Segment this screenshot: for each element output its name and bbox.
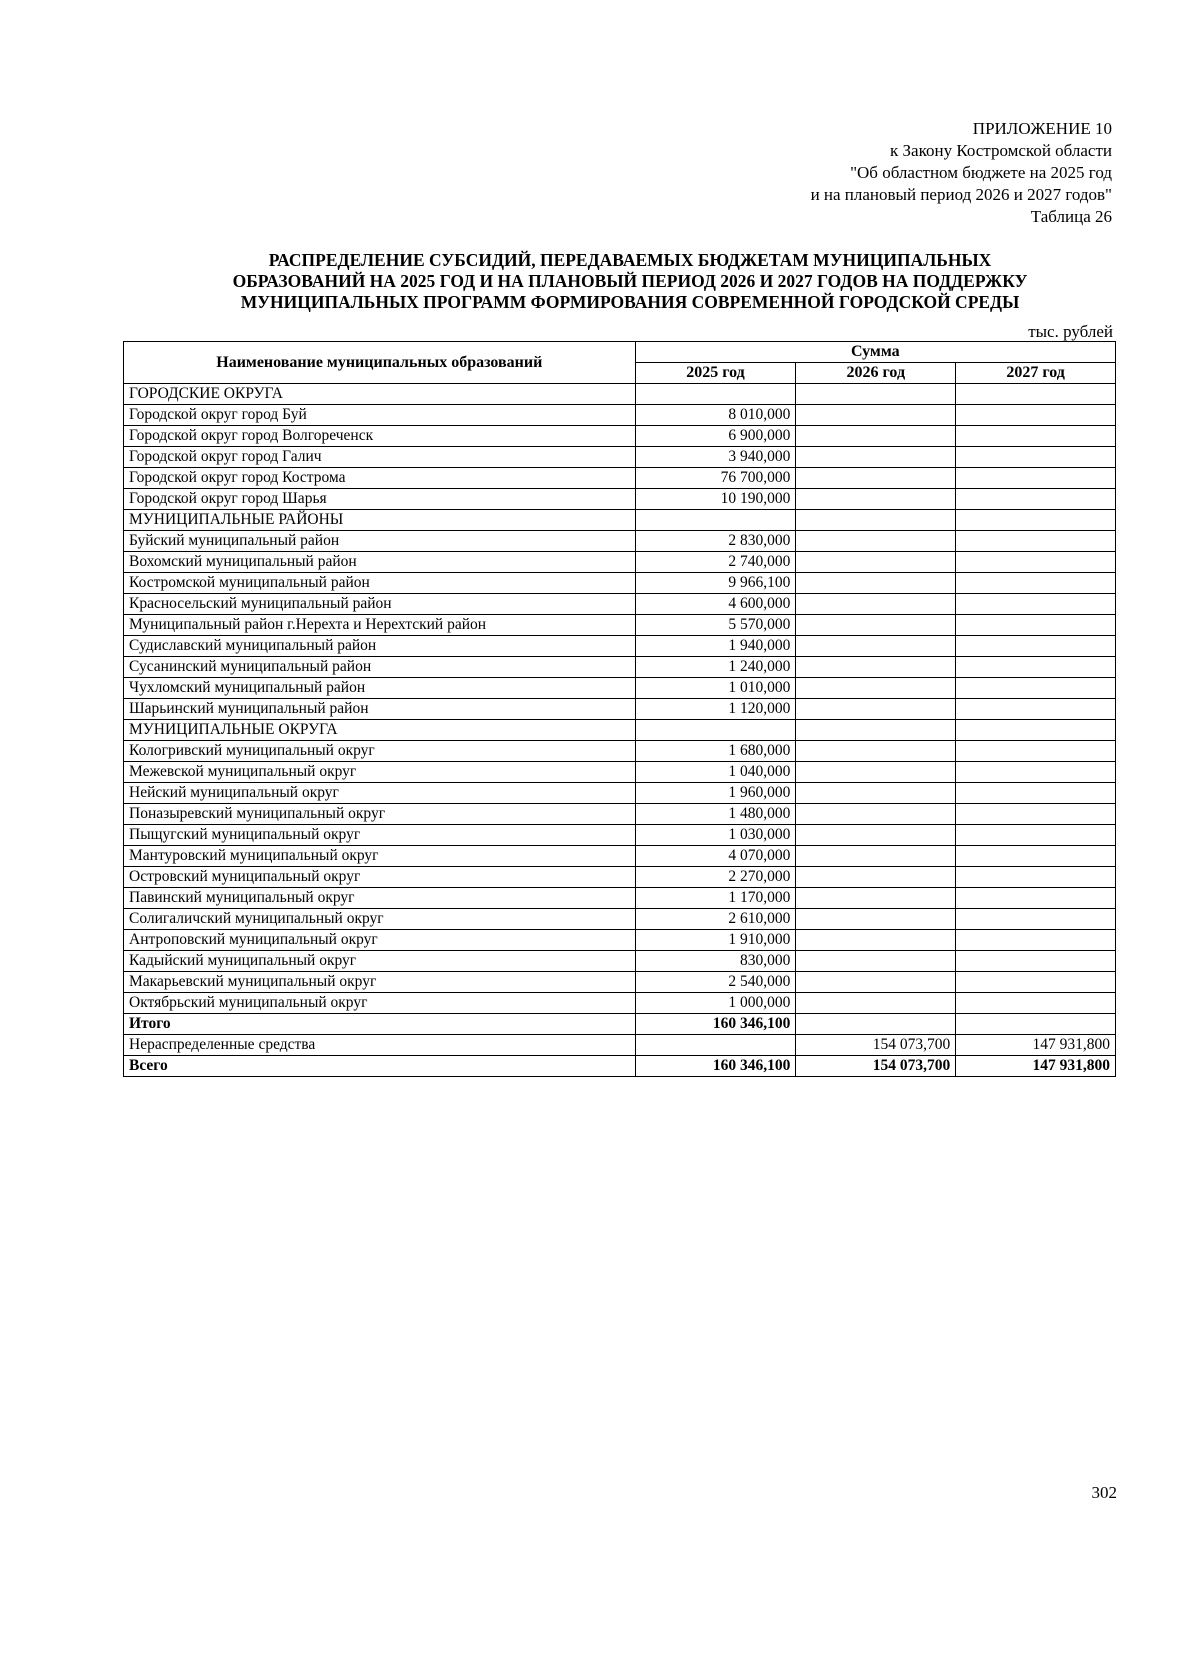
row-name-cell: Мантуровский муниципальный округ (124, 846, 636, 867)
value-2027-cell (956, 720, 1116, 741)
value-2027-cell (956, 678, 1116, 699)
value-2027-cell (956, 762, 1116, 783)
value-2026-cell (796, 510, 956, 531)
value-2027-cell (956, 846, 1116, 867)
row-name-cell: Павинский муниципальный округ (124, 888, 636, 909)
row-name-cell: Антроповский муниципальный округ (124, 930, 636, 951)
value-2026-cell (796, 447, 956, 468)
table-row (124, 594, 1116, 615)
value-2026-cell (796, 384, 956, 405)
table-row (124, 573, 1116, 594)
table-row (124, 468, 1116, 489)
value-2025-cell: 1 240,000 (635, 657, 796, 678)
row-name-cell: Итого (124, 1014, 636, 1035)
value-2025-cell: 1 960,000 (635, 783, 796, 804)
value-2027-cell (956, 1014, 1116, 1035)
value-2026-cell (796, 909, 956, 930)
value-2027-cell (956, 468, 1116, 489)
value-2025-cell: 2 740,000 (635, 552, 796, 573)
table-row (124, 489, 1116, 510)
table-row (124, 1056, 1116, 1077)
value-2027-cell (956, 888, 1116, 909)
table-row (124, 741, 1116, 762)
column-header-sum: Сумма (635, 342, 1115, 363)
row-name-cell: Октябрьский муниципальный округ (124, 993, 636, 1014)
value-2026-cell (796, 993, 956, 1014)
value-2026-cell (796, 657, 956, 678)
table-body (124, 384, 1116, 1077)
value-2026-cell (796, 972, 956, 993)
table-row (124, 846, 1116, 867)
value-2025-cell: 1 120,000 (635, 699, 796, 720)
row-name-cell: Судиславский муниципальный район (124, 636, 636, 657)
value-2025-cell: 2 270,000 (635, 867, 796, 888)
value-2027-cell (956, 489, 1116, 510)
value-2027-cell (956, 384, 1116, 405)
value-2026-cell (796, 468, 956, 489)
value-2026-cell (796, 825, 956, 846)
value-2026-cell (796, 888, 956, 909)
value-2025-cell: 6 900,000 (635, 426, 796, 447)
table-row (124, 825, 1116, 846)
value-2025-cell: 1 480,000 (635, 804, 796, 825)
value-2026-cell (796, 573, 956, 594)
value-2025-cell: 1 000,000 (635, 993, 796, 1014)
value-2027-cell (956, 783, 1116, 804)
title-line: РАСПРЕДЕЛЕНИЕ СУБСИДИЙ, ПЕРЕДАВАЕМЫХ БЮДЖЕТАМ МУНИЦИПАЛЬНЫХ (268, 250, 992, 270)
value-2026-cell: 154 073,700 (796, 1056, 956, 1077)
value-2027-cell (956, 867, 1116, 888)
row-name-cell: Всего (124, 1056, 636, 1077)
table-number: Таблица 26 (1030, 207, 1112, 226)
value-2027-cell (956, 573, 1116, 594)
value-2025-cell: 160 346,100 (635, 1056, 796, 1077)
document-title (150, 250, 1110, 313)
table-row (124, 657, 1116, 678)
row-name-cell: Нераспределенные средства (124, 1035, 636, 1056)
value-2025-cell: 1 040,000 (635, 762, 796, 783)
table-row (124, 384, 1116, 405)
value-2026-cell (796, 846, 956, 867)
table-row (124, 951, 1116, 972)
value-2026-cell (796, 867, 956, 888)
value-2026-cell: 154 073,700 (796, 1035, 956, 1056)
table-row (124, 510, 1116, 531)
value-2025-cell: 1 030,000 (635, 825, 796, 846)
row-name-cell: Нейский муниципальный округ (124, 783, 636, 804)
value-2025-cell: 76 700,000 (635, 468, 796, 489)
value-2026-cell (796, 804, 956, 825)
value-2025-cell: 4 070,000 (635, 846, 796, 867)
value-2026-cell (796, 720, 956, 741)
value-2025-cell (635, 720, 796, 741)
value-2025-cell: 8 010,000 (635, 405, 796, 426)
value-2025-cell: 160 346,100 (635, 1014, 796, 1035)
title-line: МУНИЦИПАЛЬНЫХ ПРОГРАММ ФОРМИРОВАНИЯ СОВРЕМЕННОЙ ГОРОДСКОЙ СРЕДЫ (240, 292, 1020, 312)
row-name-cell: Макарьевский муниципальный округ (124, 972, 636, 993)
table-row (124, 804, 1116, 825)
value-2025-cell: 5 570,000 (635, 615, 796, 636)
subsidy-table (123, 341, 1116, 1077)
value-2027-cell (956, 741, 1116, 762)
row-name-cell: Солигаличский муниципальный округ (124, 909, 636, 930)
row-name-cell: Муниципальный район г.Нерехта и Нерехтский район (124, 615, 636, 636)
row-name-cell: Вохомский муниципальный район (124, 552, 636, 573)
value-2027-cell (956, 426, 1116, 447)
value-2027-cell (956, 447, 1116, 468)
table-row (124, 699, 1116, 720)
table-row (124, 678, 1116, 699)
table-row (124, 867, 1116, 888)
value-2026-cell (796, 930, 956, 951)
row-name-cell: МУНИЦИПАЛЬНЫЕ РАЙОНЫ (124, 510, 636, 531)
value-2027-cell (956, 531, 1116, 552)
table-row (124, 783, 1116, 804)
value-2027-cell (956, 594, 1116, 615)
row-name-cell: Красносельский муниципальный район (124, 594, 636, 615)
row-name-cell: Межевской муниципальный округ (124, 762, 636, 783)
table-row (124, 636, 1116, 657)
value-2026-cell (796, 531, 956, 552)
table-row (124, 426, 1116, 447)
table-header-row (124, 342, 1116, 363)
value-2026-cell (796, 762, 956, 783)
value-2026-cell (796, 636, 956, 657)
value-2026-cell (796, 615, 956, 636)
value-2026-cell (796, 594, 956, 615)
value-2027-cell: 147 931,800 (956, 1035, 1116, 1056)
table-row (124, 447, 1116, 468)
table-row (124, 888, 1116, 909)
value-2027-cell (956, 972, 1116, 993)
row-name-cell: МУНИЦИПАЛЬНЫЕ ОКРУГА (124, 720, 636, 741)
value-2027-cell: 147 931,800 (956, 1056, 1116, 1077)
row-name-cell: Городской округ город Кострома (124, 468, 636, 489)
table-row (124, 930, 1116, 951)
table-row (124, 909, 1116, 930)
value-2025-cell: 10 190,000 (635, 489, 796, 510)
appendix-header (811, 118, 1112, 228)
value-2025-cell: 9 966,100 (635, 573, 796, 594)
value-2027-cell (956, 825, 1116, 846)
value-2025-cell: 1 940,000 (635, 636, 796, 657)
value-2027-cell (956, 993, 1116, 1014)
row-name-cell: Сусанинский муниципальный район (124, 657, 636, 678)
column-header-2025: 2025 год (635, 363, 796, 384)
row-name-cell: Городской округ город Шарья (124, 489, 636, 510)
value-2025-cell (635, 384, 796, 405)
column-header-name: Наименование муниципальных образований (124, 342, 636, 384)
value-2026-cell (796, 1014, 956, 1035)
row-name-cell: Городской округ город Галич (124, 447, 636, 468)
value-2025-cell: 1 910,000 (635, 930, 796, 951)
value-2027-cell (956, 405, 1116, 426)
row-name-cell: Городской округ город Буй (124, 405, 636, 426)
value-2025-cell (635, 1035, 796, 1056)
value-2025-cell (635, 510, 796, 531)
table-row (124, 405, 1116, 426)
row-name-cell: Шарьинский муниципальный район (124, 699, 636, 720)
value-2026-cell (796, 951, 956, 972)
value-2027-cell (956, 951, 1116, 972)
row-name-cell: Островский муниципальный округ (124, 867, 636, 888)
table-row (124, 531, 1116, 552)
value-2025-cell: 2 610,000 (635, 909, 796, 930)
value-2027-cell (956, 510, 1116, 531)
value-2025-cell: 1 010,000 (635, 678, 796, 699)
row-name-cell: Буйский муниципальный район (124, 531, 636, 552)
row-name-cell: Кадыйский муниципальный округ (124, 951, 636, 972)
row-name-cell: ГОРОДСКИЕ ОКРУГА (124, 384, 636, 405)
table-row (124, 993, 1116, 1014)
value-2026-cell (796, 426, 956, 447)
value-2025-cell: 2 830,000 (635, 531, 796, 552)
row-name-cell: Чухломский муниципальный район (124, 678, 636, 699)
value-2027-cell (956, 804, 1116, 825)
value-2025-cell: 4 600,000 (635, 594, 796, 615)
units-label: тыс. рублей (1028, 322, 1113, 341)
value-2026-cell (796, 741, 956, 762)
value-2027-cell (956, 636, 1116, 657)
title-line: ОБРАЗОВАНИЙ НА 2025 ГОД И НА ПЛАНОВЫЙ ПЕРИОД 2026 И 2027 ГОДОВ НА ПОДДЕРЖКУ (232, 271, 1028, 291)
value-2025-cell: 1 680,000 (635, 741, 796, 762)
value-2026-cell (796, 489, 956, 510)
value-2026-cell (796, 405, 956, 426)
table-row (124, 972, 1116, 993)
value-2027-cell (956, 930, 1116, 951)
value-2027-cell (956, 699, 1116, 720)
page-number: 302 (1091, 1483, 1117, 1502)
row-name-cell: Костромской муниципальный район (124, 573, 636, 594)
table-row (124, 615, 1116, 636)
appendix-line: "Об областном бюджете на 2025 год (850, 163, 1112, 182)
appendix-line: к Закону Костромской области (890, 141, 1112, 160)
value-2027-cell (956, 552, 1116, 573)
column-header-2027: 2027 год (956, 363, 1116, 384)
value-2026-cell (796, 783, 956, 804)
appendix-line: и на плановый период 2026 и 2027 годов" (810, 185, 1112, 204)
value-2027-cell (956, 615, 1116, 636)
table-row (124, 1035, 1116, 1056)
value-2026-cell (796, 678, 956, 699)
table-row (124, 1014, 1116, 1035)
row-name-cell: Кологривский муниципальный округ (124, 741, 636, 762)
appendix-line: ПРИЛОЖЕНИЕ 10 (972, 119, 1112, 138)
value-2026-cell (796, 552, 956, 573)
value-2025-cell: 2 540,000 (635, 972, 796, 993)
value-2025-cell: 1 170,000 (635, 888, 796, 909)
value-2027-cell (956, 657, 1116, 678)
value-2025-cell: 830,000 (635, 951, 796, 972)
row-name-cell: Поназыревский муниципальный округ (124, 804, 636, 825)
table-row (124, 762, 1116, 783)
value-2026-cell (796, 699, 956, 720)
row-name-cell: Городской округ город Волгореченск (124, 426, 636, 447)
value-2025-cell: 3 940,000 (635, 447, 796, 468)
table-row (124, 552, 1116, 573)
value-2027-cell (956, 909, 1116, 930)
table-row (124, 720, 1116, 741)
row-name-cell: Пыщугский муниципальный округ (124, 825, 636, 846)
column-header-2026: 2026 год (796, 363, 956, 384)
